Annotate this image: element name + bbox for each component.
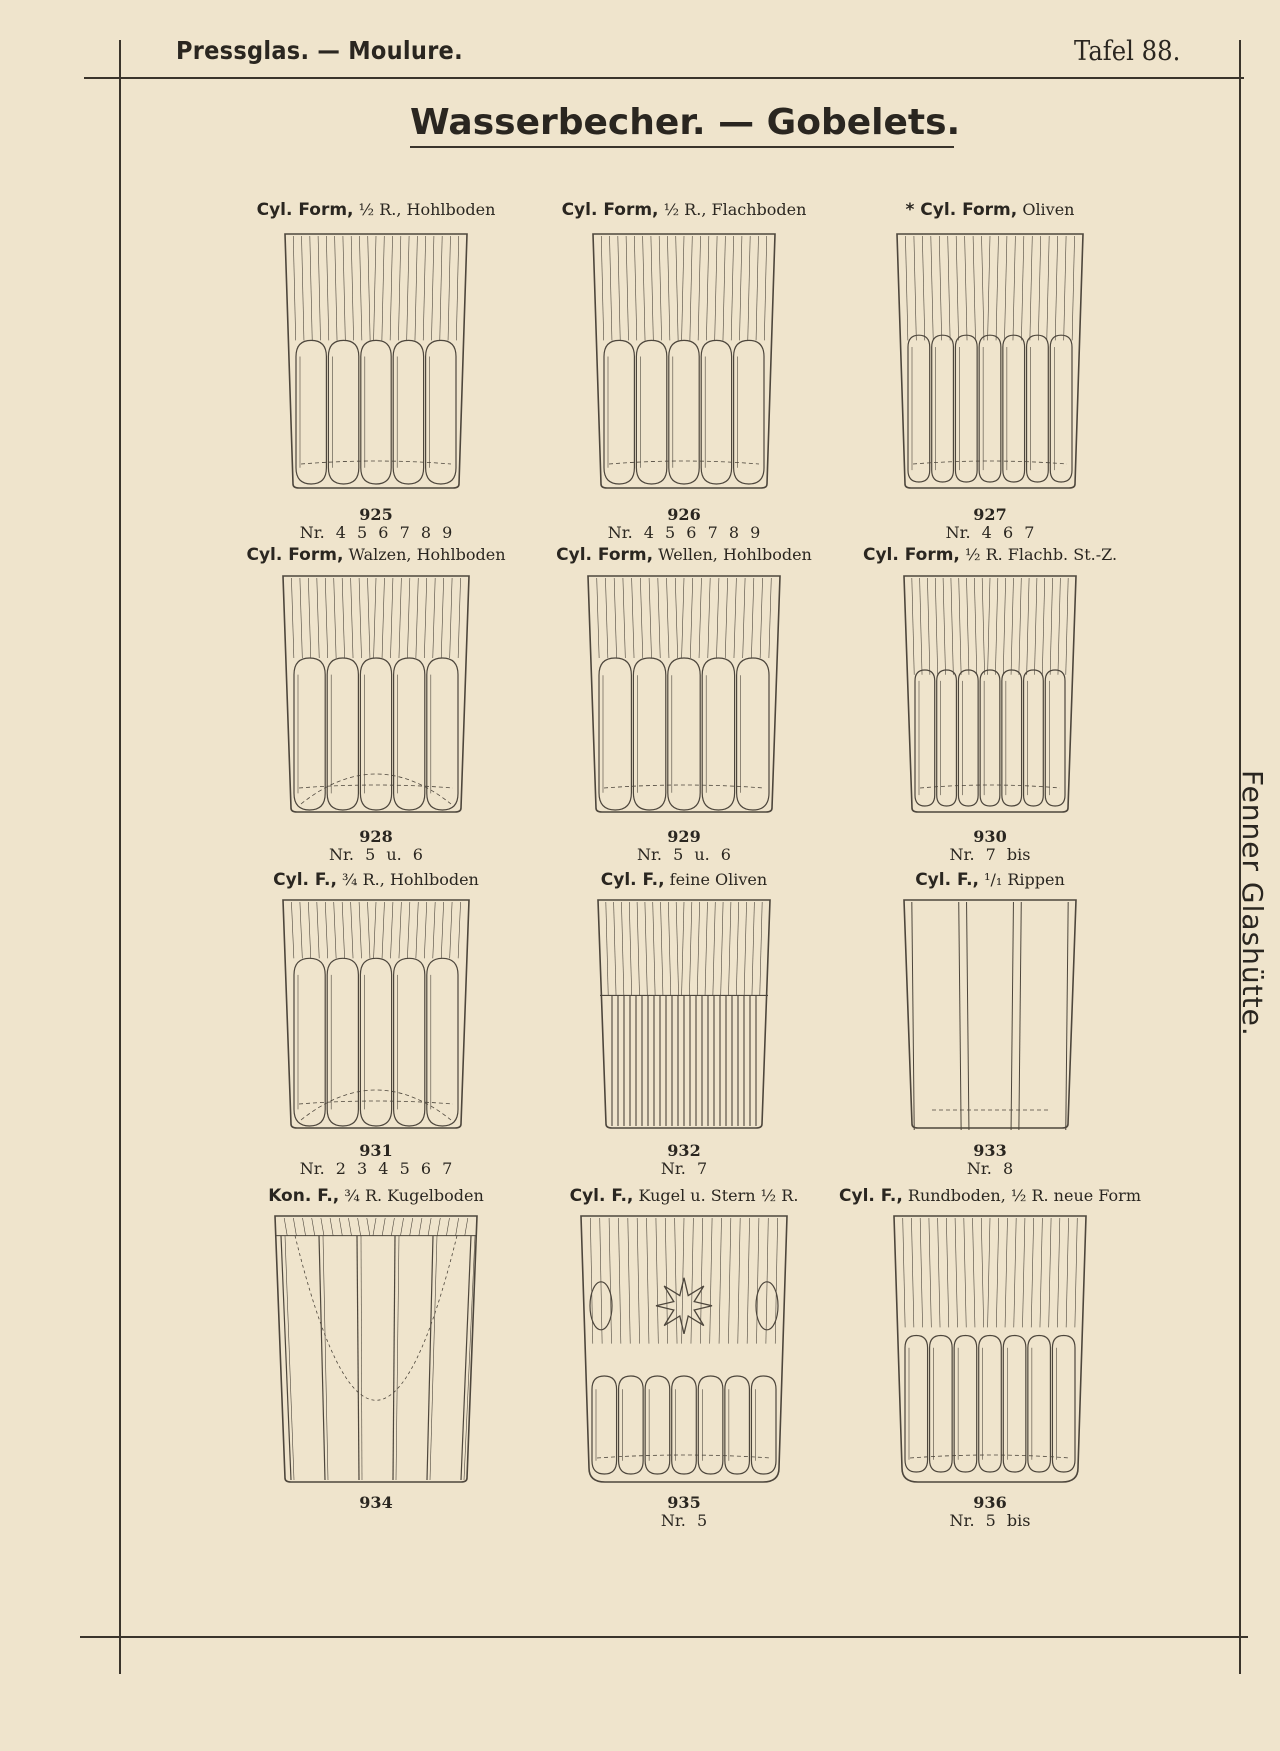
side-manufacturer-label: Fenner Glashütte.: [1236, 770, 1269, 1037]
glass-illustration-928: [281, 574, 471, 814]
item-caption-form: Cyl. Form,: [256, 200, 354, 220]
item-number: 927: [973, 505, 1007, 524]
item-caption-form: Cyl. F.,: [273, 870, 337, 890]
page-title: Wasserbecher. — Gobelets.: [410, 102, 961, 143]
glass-illustration-926: [591, 232, 777, 490]
item-caption-description: ½ R. Flachb. St.-Z.: [959, 545, 1118, 564]
item-caption-form: Cyl. Form,: [556, 545, 654, 565]
item-caption: [820, 1186, 1160, 1206]
glass-illustration-935: [579, 1214, 789, 1484]
item-caption-form: Cyl. Form,: [246, 545, 344, 565]
glass-illustration-934: [273, 1214, 479, 1484]
item-caption-form: Kon. F.,: [268, 1186, 340, 1206]
item-number: 929: [667, 827, 701, 846]
bottom-rule: [80, 1636, 1248, 1638]
item-caption-form: Cyl. F.,: [569, 1186, 634, 1206]
item-caption-description: ¾ R. Kugelboden: [339, 1186, 484, 1205]
item-caption: [206, 1186, 546, 1206]
item-caption-description: ¾ R., Hohlboden: [336, 870, 479, 889]
glass-illustration-927: [895, 232, 1085, 490]
glass-illustration-933: [902, 898, 1078, 1130]
item-sizes: Nr. 4 6 7: [945, 523, 1035, 542]
header-section-title: Pressglas. — Moulure.: [176, 36, 463, 65]
item-caption: [514, 545, 854, 565]
item-caption: [514, 870, 854, 890]
item-sizes: Nr. 5: [660, 1511, 708, 1530]
glass-illustration-930: [902, 574, 1078, 814]
item-caption-description: feine Oliven: [664, 870, 768, 889]
item-number: 934: [359, 1493, 393, 1512]
item-caption-description: Walzen, Hohlboden: [343, 545, 506, 564]
item-sizes: Nr. 5 u. 6: [637, 845, 731, 864]
glass-illustration-932: [596, 898, 772, 1130]
item-caption-description: ½ R., Flachboden: [658, 200, 807, 219]
item-sizes: Nr. 5 bis: [949, 1511, 1031, 1530]
left-rule: [119, 40, 121, 1674]
item-caption-description: Rundboden, ½ R. neue Form: [902, 1186, 1141, 1205]
item-sizes: Nr. 5 u. 6: [329, 845, 423, 864]
item-caption: [514, 1186, 854, 1206]
item-sizes: Nr. 4 5 6 7 8 9: [299, 523, 453, 542]
item-caption: [206, 200, 546, 220]
item-number: 930: [973, 827, 1007, 846]
item-sizes: Nr. 2 3 4 5 6 7: [299, 1159, 453, 1178]
item-caption: [514, 200, 854, 220]
item-caption-form: Cyl. Form,: [862, 545, 960, 565]
item-sizes: Nr. 4 5 6 7 8 9: [607, 523, 761, 542]
item-number: 928: [359, 827, 393, 846]
item-caption: [820, 870, 1160, 890]
item-caption: [820, 545, 1160, 565]
item-caption-description: Kugel u. Stern ½ R.: [633, 1186, 799, 1205]
item-caption-form: * Cyl. Form,: [905, 200, 1018, 220]
item-caption-description: ½ R., Hohlboden: [353, 200, 496, 219]
item-caption-description: ¹/₁ Rippen: [978, 870, 1065, 889]
item-number: 925: [359, 505, 393, 524]
item-number: 931: [359, 1141, 393, 1160]
item-sizes: Nr. 8: [966, 1159, 1014, 1178]
item-sizes: Nr. 7: [660, 1159, 708, 1178]
item-caption-description: Oliven: [1017, 200, 1075, 219]
header-plate-number: Tafel 88.: [1074, 36, 1181, 67]
item-caption-form: Cyl. F.,: [915, 870, 979, 890]
item-caption-description: Wellen, Hohlboden: [653, 545, 812, 564]
item-caption-form: Cyl. Form,: [561, 200, 659, 220]
glass-illustration-931: [281, 898, 471, 1130]
item-caption-form: Cyl. F.,: [600, 870, 665, 890]
title-underline: [410, 146, 954, 148]
item-number: 933: [973, 1141, 1007, 1160]
item-sizes: Nr. 7 bis: [949, 845, 1031, 864]
item-caption: [820, 200, 1160, 220]
item-caption: [206, 545, 546, 565]
item-caption-form: Cyl. F.,: [839, 1186, 903, 1206]
glass-illustration-929: [586, 574, 782, 814]
item-number: 926: [667, 505, 701, 524]
item-number: 935: [667, 1493, 701, 1512]
item-number: 936: [973, 1493, 1007, 1512]
glass-illustration-925: [283, 232, 469, 490]
top-rule: [84, 77, 1244, 79]
item-number: 932: [667, 1141, 701, 1160]
item-caption: [206, 870, 546, 890]
glass-illustration-936: [892, 1214, 1088, 1484]
